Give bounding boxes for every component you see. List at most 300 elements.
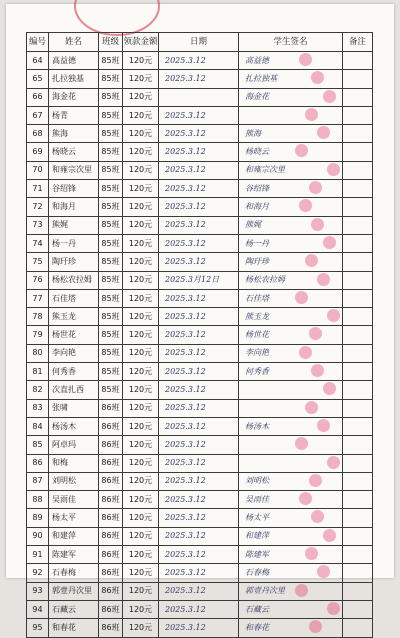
fingerprint-stamp <box>305 108 318 121</box>
signature-text: 石春梅 <box>245 567 269 577</box>
signature-text: 高益德 <box>245 55 269 65</box>
fingerprint-stamp <box>299 199 312 212</box>
cell-date: 2025.3.12 <box>159 125 239 143</box>
cell-signature <box>239 436 343 454</box>
cell-remarks <box>343 125 373 143</box>
cell-signature <box>239 381 343 399</box>
cell-date: 2025.3.12 <box>159 381 239 399</box>
header-class: 班级 <box>99 33 123 52</box>
cell-class: 86班 <box>99 600 123 618</box>
cell-remarks <box>343 143 373 161</box>
cell-name: 熊娓 <box>49 216 99 234</box>
fingerprint-stamp <box>305 254 318 267</box>
table-row <box>27 289 373 307</box>
cell-class: 85班 <box>99 198 123 216</box>
cell-remarks <box>343 527 373 545</box>
cell-remarks <box>343 253 373 271</box>
cell-name: 扎拉独基 <box>49 70 99 88</box>
table-row <box>27 106 373 124</box>
cell-name: 石佳塔 <box>49 289 99 307</box>
cell-class: 86班 <box>99 509 123 527</box>
cell-signature <box>239 344 343 362</box>
cell-date: 2025.3.12 <box>159 344 239 362</box>
fingerprint-stamp <box>311 71 324 84</box>
cell-class: 85班 <box>99 289 123 307</box>
cell-remarks <box>343 491 373 509</box>
cell-signature <box>239 472 343 490</box>
cell-signature <box>239 326 343 344</box>
cell-date: 2025.3.12 <box>159 436 239 454</box>
cell-amount: 120元 <box>123 88 159 106</box>
cell-remarks <box>343 326 373 344</box>
cell-remarks <box>343 619 373 637</box>
cell-date: 2025.3.12 <box>159 198 239 216</box>
cell-class: 86班 <box>99 564 123 582</box>
header-name: 姓名 <box>49 33 99 52</box>
cell-class: 86班 <box>99 546 123 564</box>
signature-text: 熊海 <box>245 128 261 138</box>
cell-remarks <box>343 472 373 490</box>
signature-text: 熊玉龙 <box>245 311 269 321</box>
cell-class: 85班 <box>99 125 123 143</box>
table-row <box>27 70 373 88</box>
fingerprint-stamp <box>309 327 322 340</box>
cell-date: 2025.3.12 <box>159 472 239 490</box>
cell-class: 85班 <box>99 161 123 179</box>
fingerprint-stamp <box>311 510 324 523</box>
cell-name: 李向艳 <box>49 344 99 362</box>
cell-remarks <box>343 161 373 179</box>
signature-text: 扎拉独基 <box>245 73 277 83</box>
fingerprint-stamp <box>305 547 318 560</box>
cell-remarks <box>343 381 373 399</box>
table-row <box>27 582 373 600</box>
table-row <box>27 143 373 161</box>
cell-name: 次直扎西 <box>49 381 99 399</box>
cell-amount: 120元 <box>123 600 159 618</box>
signature-text: 陶玗珍 <box>245 256 269 266</box>
signature-text: 郭壹丹次里 <box>245 586 285 596</box>
cell-class: 86班 <box>99 527 123 545</box>
cell-number: 67 <box>27 106 49 124</box>
signature-text: 杨松农拉姆 <box>245 275 285 285</box>
cell-date: 2025.3.12 <box>159 564 239 582</box>
cell-amount: 120元 <box>123 381 159 399</box>
signature-text: 和雍宗次里 <box>245 165 285 175</box>
cell-date: 2025.3.12 <box>159 527 239 545</box>
payment-roster-table <box>26 32 373 638</box>
cell-name: 杨青 <box>49 106 99 124</box>
cell-name: 陈建军 <box>49 546 99 564</box>
cell-number: 93 <box>27 582 49 600</box>
cell-signature <box>239 363 343 381</box>
cell-signature <box>239 198 343 216</box>
cell-class: 85班 <box>99 253 123 271</box>
signature-text: 石佳塔 <box>245 293 269 303</box>
cell-amount: 120元 <box>123 564 159 582</box>
table-row <box>27 417 373 435</box>
cell-amount: 120元 <box>123 289 159 307</box>
signature-text: 海金花 <box>245 92 269 102</box>
cell-name: 和建萍 <box>49 527 99 545</box>
cell-class: 85班 <box>99 363 123 381</box>
cell-number: 94 <box>27 600 49 618</box>
cell-date: 2025.3.12 <box>159 70 239 88</box>
cell-date: 2025.3.12 <box>159 582 239 600</box>
signature-text: 何秀香 <box>245 366 269 376</box>
cell-number: 64 <box>27 52 49 70</box>
cell-date: 2025.3.12 <box>159 289 239 307</box>
table-row <box>27 564 373 582</box>
cell-signature <box>239 619 343 637</box>
fingerprint-stamp <box>299 53 312 66</box>
cell-amount: 120元 <box>123 161 159 179</box>
cell-class: 85班 <box>99 344 123 362</box>
cell-number: 84 <box>27 417 49 435</box>
cell-name: 陶玗珍 <box>49 253 99 271</box>
cell-class: 86班 <box>99 436 123 454</box>
table-row <box>27 253 373 271</box>
fingerprint-stamp <box>305 401 318 414</box>
cell-date: 2025.3.12 <box>159 363 239 381</box>
cell-amount: 120元 <box>123 509 159 527</box>
cell-remarks <box>343 308 373 326</box>
fingerprint-stamp <box>323 236 336 249</box>
signature-text: 李向艳 <box>245 348 269 358</box>
cell-signature <box>239 161 343 179</box>
cell-class: 85班 <box>99 381 123 399</box>
cell-remarks <box>343 180 373 198</box>
cell-class: 86班 <box>99 582 123 600</box>
cell-remarks <box>343 271 373 289</box>
fingerprint-stamp <box>323 529 336 542</box>
table-row <box>27 436 373 454</box>
cell-name: 谷绍锋 <box>49 180 99 198</box>
table-row <box>27 180 373 198</box>
cell-remarks <box>343 509 373 527</box>
fingerprint-stamp <box>317 273 330 286</box>
cell-name: 和海月 <box>49 198 99 216</box>
cell-class: 86班 <box>99 619 123 637</box>
cell-signature <box>239 509 343 527</box>
cell-name: 石春梅 <box>49 564 99 582</box>
signature-text: 和建萍 <box>245 531 269 541</box>
cell-name: 和梅 <box>49 454 99 472</box>
cell-signature <box>239 234 343 252</box>
cell-date: 2025.3.12 <box>159 216 239 234</box>
signature-text: 杨晓云 <box>245 147 269 157</box>
table-row <box>27 600 373 618</box>
fingerprint-stamp <box>323 382 336 395</box>
signature-text: 和海月 <box>245 202 269 212</box>
cell-number: 87 <box>27 472 49 490</box>
cell-amount: 120元 <box>123 344 159 362</box>
table-row <box>27 454 373 472</box>
signature-text: 谷绍锋 <box>245 183 269 193</box>
cell-name: 杨世花 <box>49 326 99 344</box>
table-row <box>27 161 373 179</box>
table-row <box>27 546 373 564</box>
cell-signature <box>239 180 343 198</box>
cell-amount: 120元 <box>123 106 159 124</box>
cell-date: 2025.3.12 <box>159 253 239 271</box>
cell-signature <box>239 600 343 618</box>
cell-signature <box>239 125 343 143</box>
cell-remarks <box>343 198 373 216</box>
cell-name: 张啸 <box>49 399 99 417</box>
cell-number: 70 <box>27 161 49 179</box>
signature-text: 陈建军 <box>245 549 269 559</box>
cell-remarks <box>343 600 373 618</box>
cell-amount: 120元 <box>123 527 159 545</box>
signature-text: 杨一丹 <box>245 238 269 248</box>
table-header-row <box>27 33 373 52</box>
fingerprint-stamp <box>295 437 308 450</box>
signature-text: 石藏云 <box>245 604 269 614</box>
cell-remarks <box>343 344 373 362</box>
cell-name: 海金花 <box>49 88 99 106</box>
cell-signature <box>239 582 343 600</box>
cell-number: 91 <box>27 546 49 564</box>
cell-number: 82 <box>27 381 49 399</box>
signature-text: 和春花 <box>245 622 269 632</box>
cell-amount: 120元 <box>123 472 159 490</box>
cell-amount: 120元 <box>123 52 159 70</box>
cell-remarks <box>343 88 373 106</box>
fingerprint-stamp <box>317 565 330 578</box>
fingerprint-stamp <box>299 346 312 359</box>
cell-signature <box>239 564 343 582</box>
table-row <box>27 381 373 399</box>
cell-number: 77 <box>27 289 49 307</box>
cell-amount: 120元 <box>123 582 159 600</box>
cell-signature <box>239 491 343 509</box>
cell-signature <box>239 253 343 271</box>
cell-amount: 120元 <box>123 180 159 198</box>
cell-number: 72 <box>27 198 49 216</box>
cell-date: 2025.3.12 <box>159 106 239 124</box>
header-amount: 领款金额 <box>123 33 159 52</box>
table-row <box>27 125 373 143</box>
cell-number: 71 <box>27 180 49 198</box>
cell-signature <box>239 52 343 70</box>
cell-amount: 120元 <box>123 399 159 417</box>
signature-text: 杨太平 <box>245 513 269 523</box>
fingerprint-stamp <box>311 364 324 377</box>
cell-name: 杨一丹 <box>49 234 99 252</box>
cell-amount: 120元 <box>123 326 159 344</box>
cell-remarks <box>343 106 373 124</box>
cell-signature <box>239 143 343 161</box>
table-row <box>27 344 373 362</box>
fingerprint-stamp <box>309 474 322 487</box>
cell-signature <box>239 88 343 106</box>
cell-amount: 120元 <box>123 436 159 454</box>
cell-name: 和春花 <box>49 619 99 637</box>
signature-text: 杨世花 <box>245 330 269 340</box>
fingerprint-stamp <box>327 602 340 615</box>
cell-remarks <box>343 363 373 381</box>
cell-remarks <box>343 52 373 70</box>
cell-number: 90 <box>27 527 49 545</box>
cell-date: 2025.3.12 <box>159 600 239 618</box>
cell-date: 2025.3.12 <box>159 143 239 161</box>
cell-number: 92 <box>27 564 49 582</box>
fingerprint-stamp <box>295 144 308 157</box>
cell-number: 83 <box>27 399 49 417</box>
fingerprint-stamp <box>311 218 324 231</box>
cell-remarks <box>343 546 373 564</box>
table-row <box>27 88 373 106</box>
fingerprint-stamp <box>327 163 340 176</box>
cell-date: 2025.3.12 <box>159 326 239 344</box>
cell-signature <box>239 106 343 124</box>
cell-number: 74 <box>27 234 49 252</box>
cell-date: 2025.3月12日 <box>159 271 239 289</box>
cell-number: 85 <box>27 436 49 454</box>
cell-amount: 120元 <box>123 619 159 637</box>
table-row <box>27 527 373 545</box>
cell-date: 2025.3.12 <box>159 546 239 564</box>
cell-name: 高益德 <box>49 52 99 70</box>
cell-remarks <box>343 564 373 582</box>
cell-amount: 120元 <box>123 198 159 216</box>
cell-remarks <box>343 289 373 307</box>
header-date: 日期 <box>159 33 239 52</box>
table-row <box>27 619 373 637</box>
cell-amount: 120元 <box>123 125 159 143</box>
table-row <box>27 326 373 344</box>
cell-date: 2025.3.12 <box>159 619 239 637</box>
cell-name: 杨晓云 <box>49 143 99 161</box>
cell-class: 85班 <box>99 52 123 70</box>
cell-amount: 120元 <box>123 454 159 472</box>
cell-date: 2025.3.12 <box>159 234 239 252</box>
cell-date: 2025.3.12 <box>159 399 239 417</box>
document-page <box>6 4 394 632</box>
table-row <box>27 198 373 216</box>
cell-class: 86班 <box>99 472 123 490</box>
cell-class: 85班 <box>99 271 123 289</box>
cell-number: 73 <box>27 216 49 234</box>
cell-amount: 120元 <box>123 234 159 252</box>
cell-class: 85班 <box>99 326 123 344</box>
cell-signature <box>239 417 343 435</box>
cell-class: 85班 <box>99 143 123 161</box>
cell-class: 85班 <box>99 180 123 198</box>
cell-signature <box>239 308 343 326</box>
cell-number: 95 <box>27 619 49 637</box>
fingerprint-stamp <box>323 90 336 103</box>
cell-remarks <box>343 417 373 435</box>
cell-class: 85班 <box>99 216 123 234</box>
cell-class: 85班 <box>99 70 123 88</box>
cell-class: 85班 <box>99 234 123 252</box>
cell-name: 吴雨佳 <box>49 491 99 509</box>
cell-signature <box>239 216 343 234</box>
fingerprint-stamp <box>299 492 312 505</box>
cell-number: 86 <box>27 454 49 472</box>
table-row <box>27 491 373 509</box>
header-signature: 学生签名 <box>239 33 343 52</box>
cell-class: 86班 <box>99 417 123 435</box>
cell-number: 88 <box>27 491 49 509</box>
cell-number: 81 <box>27 363 49 381</box>
cell-class: 85班 <box>99 106 123 124</box>
fingerprint-stamp <box>327 309 340 322</box>
table-row <box>27 52 373 70</box>
header-remarks: 备注 <box>343 33 373 52</box>
cell-signature <box>239 399 343 417</box>
cell-remarks <box>343 454 373 472</box>
cell-name: 熊玉龙 <box>49 308 99 326</box>
header-number: 编号 <box>27 33 49 52</box>
fingerprint-stamp <box>317 126 330 139</box>
table-row <box>27 472 373 490</box>
cell-date: 2025.3.12 <box>159 52 239 70</box>
cell-number: 78 <box>27 308 49 326</box>
cell-date: 2025.3.12 <box>159 161 239 179</box>
cell-signature <box>239 454 343 472</box>
fingerprint-stamp <box>295 291 308 304</box>
cell-signature <box>239 546 343 564</box>
cell-name: 郭壹丹次里 <box>49 582 99 600</box>
cell-class: 85班 <box>99 88 123 106</box>
cell-name: 石藏云 <box>49 600 99 618</box>
cell-date: 2025.3.12 <box>159 509 239 527</box>
cell-remarks <box>343 234 373 252</box>
cell-number: 89 <box>27 509 49 527</box>
cell-amount: 120元 <box>123 253 159 271</box>
cell-amount: 120元 <box>123 417 159 435</box>
cell-number: 75 <box>27 253 49 271</box>
cell-remarks <box>343 216 373 234</box>
fingerprint-stamp <box>309 620 322 633</box>
cell-number: 66 <box>27 88 49 106</box>
cell-amount: 120元 <box>123 70 159 88</box>
cell-signature <box>239 70 343 88</box>
cell-number: 68 <box>27 125 49 143</box>
cell-date: 2025.3.12 <box>159 180 239 198</box>
cell-number: 69 <box>27 143 49 161</box>
table-row <box>27 308 373 326</box>
cell-number: 79 <box>27 326 49 344</box>
table-row <box>27 234 373 252</box>
cell-class: 86班 <box>99 491 123 509</box>
cell-amount: 120元 <box>123 491 159 509</box>
cell-amount: 120元 <box>123 143 159 161</box>
cell-name: 刘明松 <box>49 472 99 490</box>
signature-text: 熊娓 <box>245 220 261 230</box>
cell-remarks <box>343 436 373 454</box>
cell-name: 和雍宗次里 <box>49 161 99 179</box>
cell-name: 杨汤木 <box>49 417 99 435</box>
table-row <box>27 509 373 527</box>
cell-date: 2025.3.12 <box>159 308 239 326</box>
signature-text: 刘明松 <box>245 476 269 486</box>
cell-remarks <box>343 399 373 417</box>
cell-name: 杨太平 <box>49 509 99 527</box>
cell-name: 阿卓玛 <box>49 436 99 454</box>
cell-date: 2025.3.12 <box>159 454 239 472</box>
fingerprint-stamp <box>295 584 308 597</box>
cell-number: 76 <box>27 271 49 289</box>
cell-date <box>159 88 239 106</box>
cell-amount: 120元 <box>123 271 159 289</box>
cell-signature <box>239 527 343 545</box>
cell-class: 85班 <box>99 308 123 326</box>
signature-text: 吴雨佳 <box>245 494 269 504</box>
